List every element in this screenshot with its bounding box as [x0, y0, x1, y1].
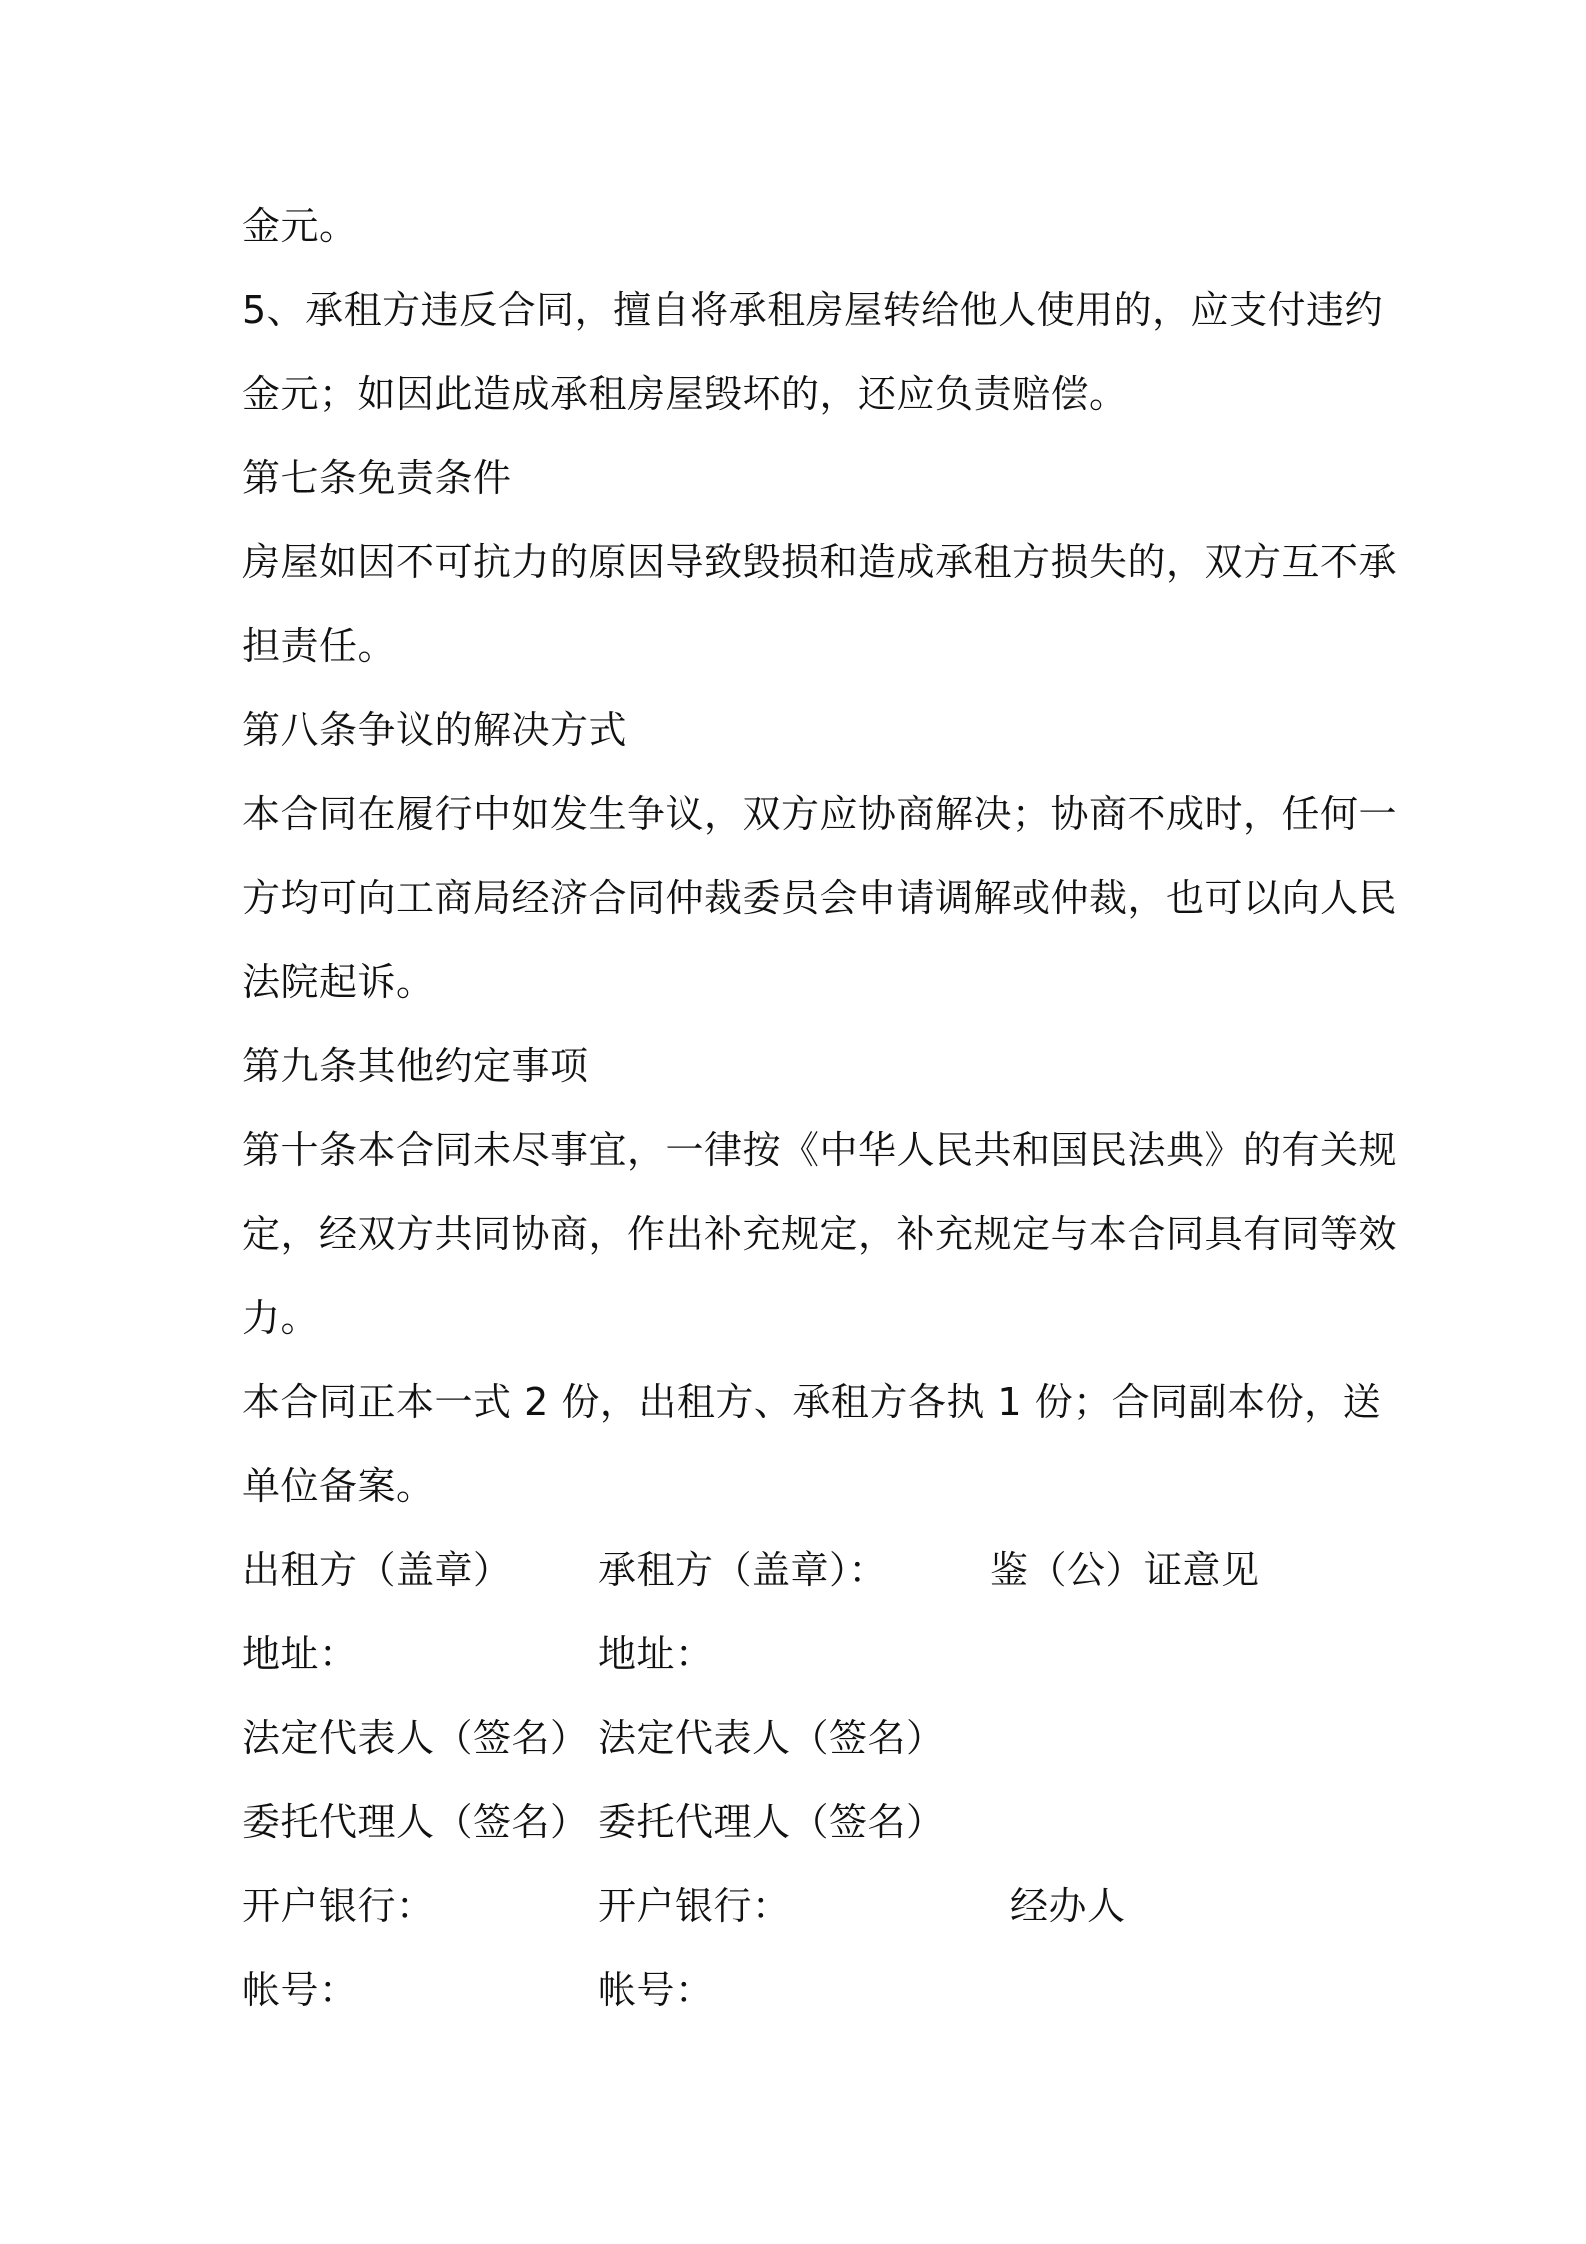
- text-line: 本合同正本一式 2 份，出租方、承租方各执 1 份；合同副本份，送: [242, 1380, 1382, 1424]
- lessee-bank-label: 开户银行：: [598, 1884, 791, 1928]
- lessor-agent-label: 委托代理人（签名）: [242, 1800, 589, 1844]
- handler-label: 经办人: [1010, 1884, 1126, 1928]
- text-line: 担责任。: [242, 624, 397, 668]
- lessor-legal-rep-label: 法定代表人（签名）: [242, 1716, 589, 1760]
- lessee-legal-rep-label: 法定代表人（签名）: [598, 1716, 945, 1760]
- lessee-agent-label: 委托代理人（签名）: [598, 1800, 945, 1844]
- lessor-account-label: 帐号：: [242, 1968, 358, 2012]
- lessee-seal-label: 承租方（盖章）：: [598, 1548, 888, 1592]
- text-line: 方均可向工商局经济合同仲裁委员会申请调解或仲裁，也可以向人民: [242, 876, 1398, 920]
- text-line: 房屋如因不可抗力的原因导致毁损和造成承租方损失的，双方互不承: [242, 540, 1398, 584]
- notary-opinion-label: 鉴（公）证意见: [990, 1548, 1260, 1592]
- text-line: 金元；如因此造成承租房屋毁坏的，还应负责赔偿。: [242, 372, 1128, 416]
- text-line: 定，经双方共同协商，作出补充规定，补充规定与本合同具有同等效: [242, 1212, 1398, 1256]
- text-line: 法院起诉。: [242, 960, 435, 1004]
- text-line: 本合同在履行中如发生争议，双方应协商解决；协商不成时，任何一: [242, 792, 1398, 836]
- section-heading-7: 第七条免责条件: [242, 456, 512, 500]
- lessee-address-label: 地址：: [598, 1632, 714, 1676]
- text-line: 单位备案。: [242, 1464, 435, 1508]
- section-heading-8: 第八条争议的解决方式: [242, 708, 628, 752]
- lessor-seal-label: 出租方（盖章）: [242, 1548, 512, 1592]
- text-line: 5、承租方违反合同，擅自将承租房屋转给他人使用的，应支付违约: [242, 288, 1384, 332]
- text-line: 金元。: [242, 204, 358, 248]
- text-line: 力。: [242, 1296, 320, 1340]
- lessor-address-label: 地址：: [242, 1632, 358, 1676]
- lessee-account-label: 帐号：: [598, 1968, 714, 2012]
- section-heading-9: 第九条其他约定事项: [242, 1044, 589, 1088]
- text-line: 第十条本合同未尽事宜，一律按《中华人民共和国民法典》的有关规: [242, 1128, 1398, 1172]
- lessor-bank-label: 开户银行：: [242, 1884, 435, 1928]
